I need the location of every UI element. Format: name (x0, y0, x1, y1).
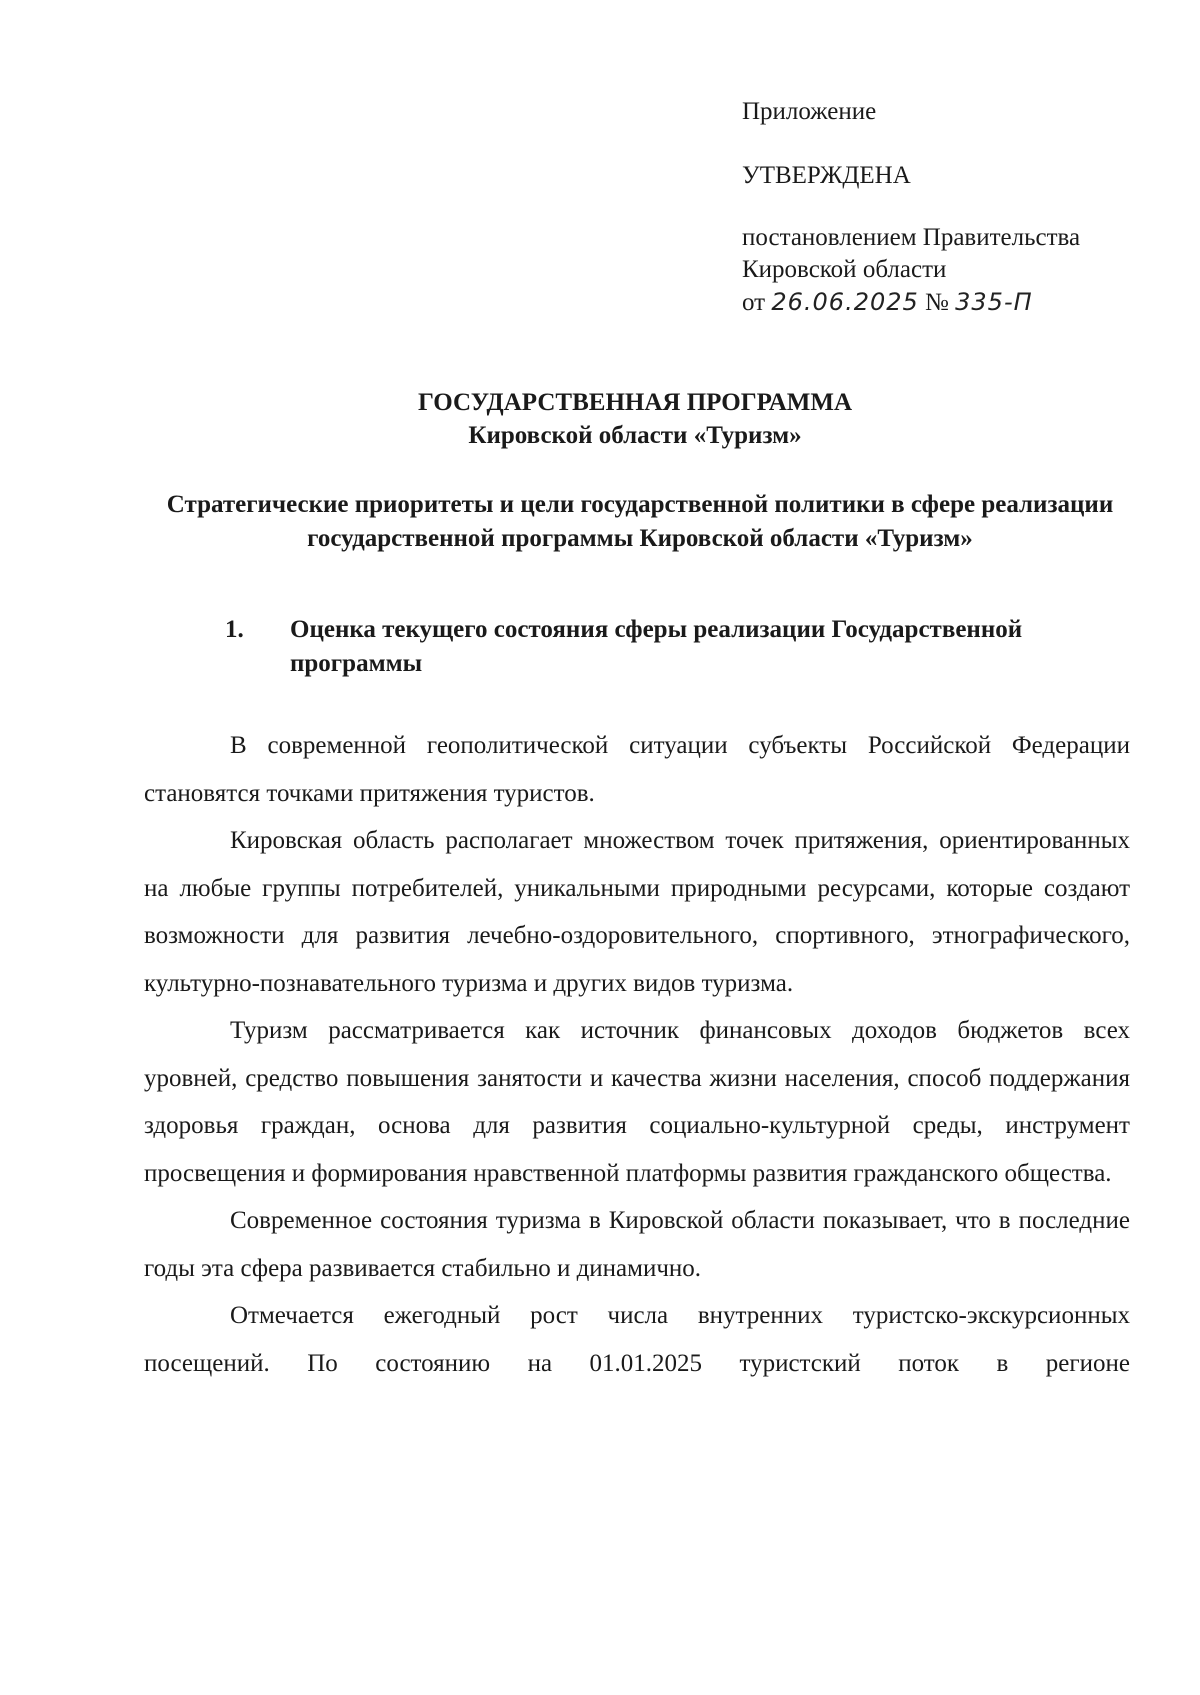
approval-date-line (742, 286, 1162, 319)
paragraph: Отмечается ежегодный рост числа внутренних туристско-экскурсионных посещений. По состоянию на 01.01.2025 туристский поток в регионе (144, 1302, 1130, 1377)
program-title-main: ГОСУДАРСТВЕННАЯ ПРОГРАММА (417, 389, 853, 416)
paragraph: Туризм рассматривается как источник финансовых доходов бюджетов всех уровней, средство повышения занятости и качества жизни населения, способ поддержания здоровья граждан, основа для развития социально-культурной среды, инструмент просвещения и формирования нравственной платформы развития гражданского общества. (144, 1017, 1130, 1187)
paragraph: В современной геополитической ситуации субъекты Российской Федерации становятся точками притяжения туристов. (144, 732, 1130, 807)
date-prefix: от (742, 289, 766, 316)
approved-by-line-2: Кировской области (742, 256, 947, 283)
approval-block (742, 96, 1162, 319)
paragraph: Современное состояния туризма в Кировской области показывает, что в последние годы эта сфера развивается стабильно и динамично. (144, 1207, 1130, 1282)
strategy-heading: Стратегические приоритеты и цели государственной политики в сфере реализации государственной программы Кировской области «Туризм» (166, 491, 1114, 552)
handwritten-date: 26.06.2025 (771, 288, 919, 316)
appendix-label: Приложение (742, 98, 877, 125)
section-heading (225, 613, 1145, 681)
body-text (144, 722, 1130, 1387)
handwritten-number: 335-П (955, 288, 1033, 316)
approved-by-line-1: постановлением Правительства (742, 224, 1081, 251)
program-title-sub: Кировской области «Туризм» (468, 422, 802, 449)
approved-label: УТВЕРЖДЕНА (742, 162, 911, 189)
section-title: Оценка текущего состояния сферы реализации Государственной программы (290, 616, 1023, 677)
section-number: 1. (225, 616, 244, 643)
paragraph: Кировская область располагает множеством точек притяжения, ориентированных на любые группы потребителей, уникальными природными ресурсами, которые создают возможности для развития лечебно-оздоровительного, спортивного, этнографического, культурно-познавательного туризма и других видов туризма. (144, 827, 1130, 997)
number-prefix: № (925, 289, 949, 316)
program-title (0, 386, 1200, 452)
